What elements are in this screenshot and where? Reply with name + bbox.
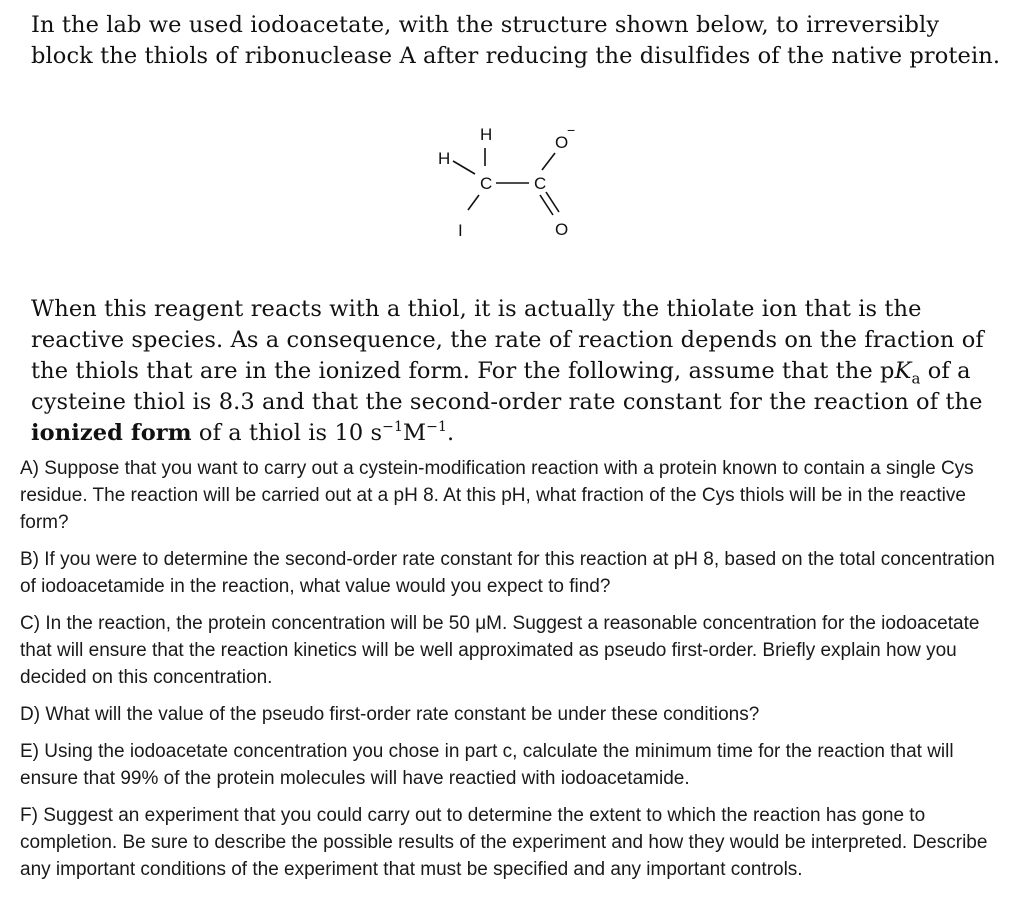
atom-oxygen-charge: − xyxy=(567,122,576,138)
bond-c-o-single xyxy=(542,153,555,170)
rate-exponent-1: −1 xyxy=(382,418,404,435)
intro-paragraph: In the lab we used iodoacetate, with the structure shown below, to irreversibly block the thiols of ribonuclease A after reducing the disulfides of the native protein. xyxy=(31,12,1001,69)
bond-c-o-double-a xyxy=(540,195,553,215)
explanation-paragraph xyxy=(31,294,1006,449)
atom-h-left: H xyxy=(438,149,451,168)
question-list xyxy=(20,455,1010,893)
bond-c-i xyxy=(468,195,479,210)
question-a: A) Suppose that you want to carry out a cystein-modification reaction with a protein known to contain a single Cys residue. The reaction will be carried out at a pH 8. At this pH, what fraction of the Cys thiols will be in the reactive form? xyxy=(20,458,974,533)
explanation-text-2: of a cysteine thiol is 8.3 and that the second-order rate constant for the reaction of the xyxy=(31,358,983,415)
atom-h-top: H xyxy=(480,125,493,144)
rate-unit: M xyxy=(403,420,427,446)
rate-value: 10 s xyxy=(334,420,383,446)
question-c: C) In the reaction, the protein concentration will be 50 μM. Suggest a reasonable concentration for the iodoacetate that will ensure that the reaction kinetics will be well approximated as pseudo first-order. Briefly explain how you decided on this concentration. xyxy=(20,613,980,688)
bond-c-h-left xyxy=(453,161,475,174)
pk-subscript: a xyxy=(911,369,921,388)
ionized-form-emphasis: ionized form xyxy=(31,420,192,446)
rate-exponent-2: −1 xyxy=(426,418,447,435)
question-f: F) Suggest an experiment that you could carry out to determine the extent to which the reaction has gone to completion. Be sure to describe the possible results of the experiment and how they would be interpreted. Describe any important conditions of the experiment that must be specified and any important controls. xyxy=(20,805,988,880)
atom-carbon-alpha: C xyxy=(480,174,493,193)
atom-carbon-carboxyl: C xyxy=(534,174,547,193)
bond-c-o-double-b xyxy=(546,192,559,212)
rate-constant xyxy=(334,420,447,446)
explanation-end: . xyxy=(447,420,455,446)
atom-oxygen-top: O xyxy=(555,133,569,152)
explanation-text-3: of a thiol is xyxy=(191,420,335,446)
question-d: D) What will the value of the pseudo first-order rate constant be under these conditions? xyxy=(20,704,760,725)
atom-oxygen-bottom: O xyxy=(555,220,569,239)
iodoacetate-structure xyxy=(420,118,600,244)
question-e: E) Using the iodoacetate concentration you chose in part c, calculate the minimum time for the reaction that will ensure that 99% of the protein molecules will have reactied with iodoacetamide. xyxy=(20,741,954,789)
question-b: B) If you were to determine the second-order rate constant for this reaction at pH 8, based on the total concentration of iodoacetamide in the reaction, what value would you expect to find? xyxy=(20,549,995,597)
explanation-text-1: When this reagent reacts with a thiol, it is actually the thiolate ion that is the reactive species. As a consequence, the rate of reaction depends on the fraction of the thiols that are in the ionized form. For the following, assume that the p xyxy=(31,296,984,384)
pk-symbol: K xyxy=(894,358,912,384)
atom-iodine: I xyxy=(458,221,463,240)
